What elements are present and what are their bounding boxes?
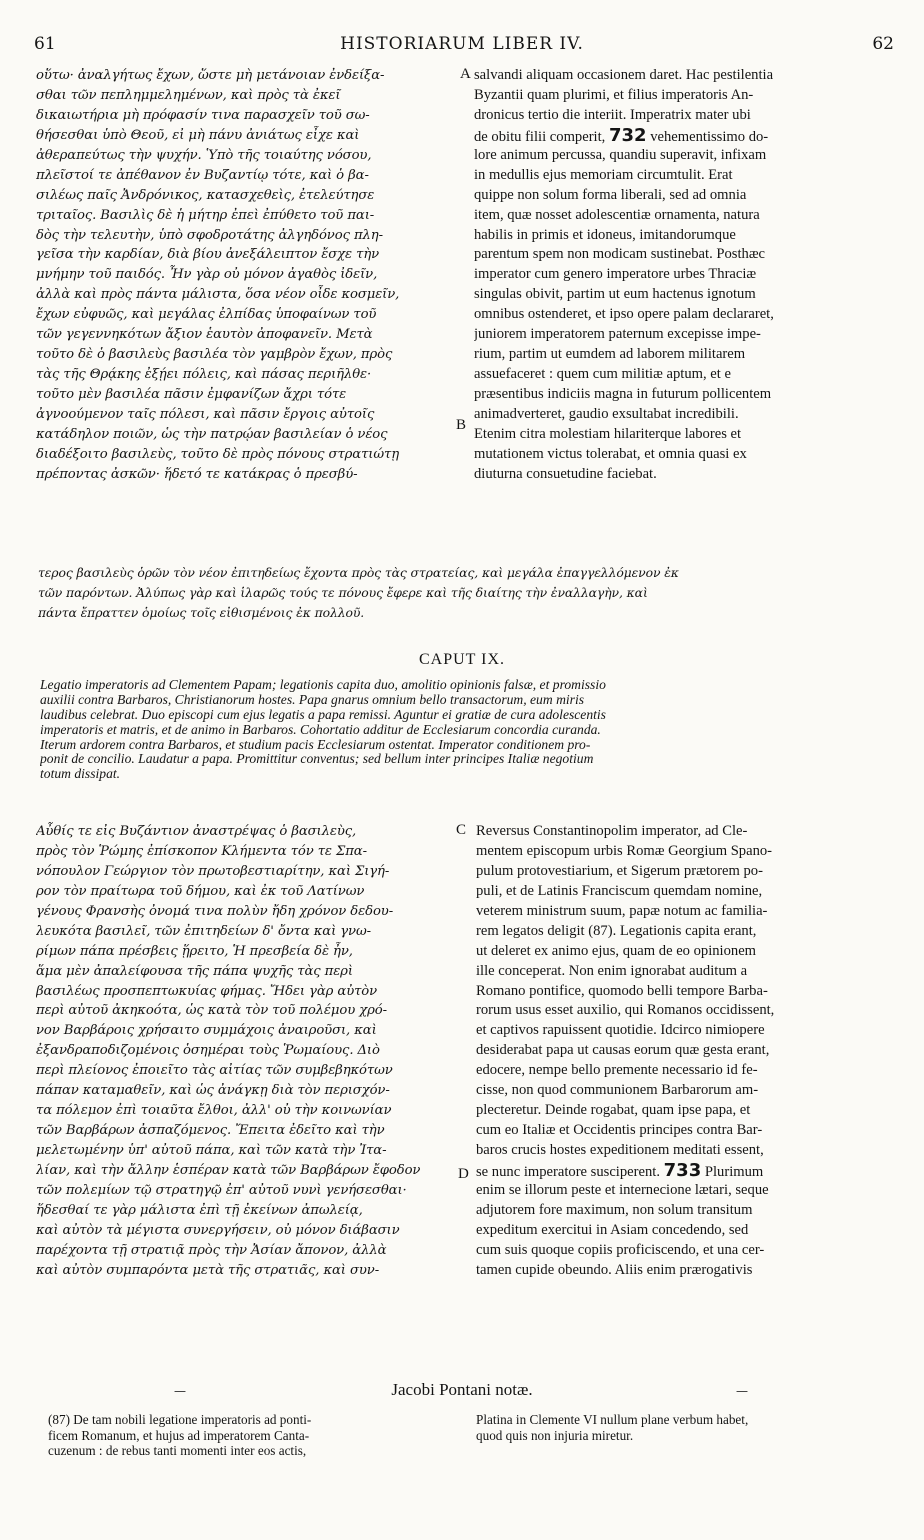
greek-line: παρέχοντα τῇ στρατιᾷ πρὸς τὴν Ἀσίαν ἄπονον, ἀλλὰ [36, 1242, 387, 1258]
latin-line: plecteretur. Deinde rogabat, quam ipse papa, et [476, 1102, 751, 1119]
greek-line: καὶ αὐτὸν συμπαρόντα μετὰ τῆς στρατιᾶς, καὶ συν- [36, 1262, 380, 1278]
latin-column-1 [474, 66, 892, 485]
greek-line: γεῖσα τὴν καρδίαν, διὰ βίου ἀνεξάλειπτον ἔσχε τὴν [36, 247, 380, 263]
latin-line [474, 126, 892, 146]
latin-line: dronicus tertio die interiit. Imperatrix mater ubi [474, 106, 751, 123]
latin-line: mutationem victus tolerabat, et omnia quasi ex [474, 445, 747, 462]
greek-line: ἀθεραπεύτως τὴν ψυχήν. Ὑπὸ τῆς τοιαύτης νόσου, [36, 147, 372, 163]
edition-page-number: 732 [608, 125, 647, 146]
greek-line: τῶν πολεμίων τῷ στρατηγῷ ἐπ' αὐτοῦ νυνὶ γενήσεσθαι· [36, 1182, 407, 1198]
marginal-marker-b: B [456, 417, 467, 433]
separator-dash-icon: — [174, 1384, 186, 1398]
greek-line: σιλέως παῖς Ἀνδρόνικος, κατασχεθεὶς, ἐτελεύτησε [36, 187, 375, 203]
latin-line: habilis in primis et idoneus, imitandorumque [474, 226, 736, 243]
notes-title: Jacobi Pontani notæ. [391, 1380, 533, 1399]
latin-line: Romano pontifice, quomodo belli tempore Barba- [476, 982, 768, 999]
greek-line: πρὸς τὸν Ῥώμης ἐπίσκοπον Κλήμεντα τόν τε Σπα- [36, 843, 367, 859]
latin-line: tamen cupide obeundo. Aliis enim prærogativis [476, 1261, 753, 1278]
latin-text: vehementissimo do- [650, 128, 769, 145]
latin-line: ut deleret ex animo ejus, quam de eo opinionem [476, 942, 757, 959]
latin-line: enim se illorum peste et internecione lætari, seque [476, 1181, 769, 1198]
note-line: ficem Romanum, et hujus ad imperatorem Canta- [48, 1427, 310, 1443]
greek-column-2 [36, 822, 456, 1281]
marginal-marker-d: D [458, 1166, 469, 1182]
latin-line: rorum usus esset auxilio, qui Romanos occidissent, [476, 1002, 775, 1019]
latin-line: adjutorem fore maximum, non solum transitum [476, 1201, 753, 1218]
latin-line [476, 1161, 892, 1181]
greek-line: κατάδηλον ποιῶν, ὡς τὴν πατρῴαν βασιλείαν ὁ νέος [36, 426, 388, 442]
latin-line: mentem episcopum urbis Romæ Georgium Spano- [476, 842, 773, 859]
latin-line: pulum protovestiarium, et Sigerum prætorem po- [476, 862, 763, 879]
latin-line: assuefaceret : quem cum militiæ aptum, et e [474, 366, 731, 383]
greek-line: τῶν Βαρβάρων ἀσπαζόμενος. Ἔπειτα ἐδεῖτο καὶ τὴν [36, 1123, 385, 1139]
latin-line: lore animum percussa, quandiu superavit, infixam [474, 146, 767, 163]
latin-line: rem legatos deligit (87). Legationis capita erant, [476, 922, 757, 939]
greek-line: θήσεσθαι ὑπὸ Θεοῦ, εἰ μὴ πάνυ ἀνιάτως εἶχε καὶ [36, 127, 360, 143]
latin-text: se nunc imperatore susciperent. [476, 1163, 660, 1180]
greek-line: δὸς τὴν τελευτὴν, ὑπὸ σφοδροτάτης ἀλγηδόνος πλη- [36, 227, 383, 243]
latin-line: cisse, non quod communionem Barbarorum am- [476, 1082, 759, 1099]
edition-page-number: 733 [663, 1160, 702, 1181]
greek-line: μελετωμένην ὑπ' αὐτοῦ πάπα, καὶ τῶν κατὰ τὴν Ἰτα- [36, 1143, 387, 1158]
greek-line: περὶ αὐτοῦ ἀκηκοότα, ὡς κατὰ τὸν τοῦ πολέμου χρό- [36, 1003, 387, 1019]
greek-line: δικαιωτήρια μὴ πρόφασίν τινα παρασχεῖν τοῦ σω- [36, 107, 370, 123]
greek-line: τῶν γεγεννηκότων ἄξιον ἑαυτὸν ἀποφανεῖν. Μετὰ [36, 327, 373, 343]
greek-line: ἅμα μὲν ἀπαλείφουσα τῆς πάπα ψυχῆς τὰς περὶ [36, 963, 353, 979]
greek-line: ρον τὸν πραίτωρα τοῦ δήμου, καὶ ἐκ τοῦ Λατίνων [36, 883, 365, 899]
latin-line: veterem ministrum suum, papæ notum ac familia- [476, 902, 768, 919]
greek-line: διαδέξοιτο βασιλεὺς, τοῦτο δὲ πρὸς πόνους στρατιώτῃ [36, 446, 400, 462]
latin-line: singulas obivit, partim ut eum hactenus ignotum [474, 286, 756, 303]
latin-line: salvandi aliquam occasionem daret. Hac pestilentia [474, 67, 774, 83]
greek-line: οὕτω· ἀναλγήτως ἔχων, ὥστε μὴ μετάνοιαν ἐνδείξα- [36, 68, 385, 83]
note-line: (87) De tam nobili legatione imperatoris ad ponti- [48, 1412, 312, 1427]
marginal-marker-c: C [456, 822, 467, 838]
latin-line: cum suis quoque copiis proficiscendo, et una cer- [476, 1241, 765, 1258]
greek-line: ἐξανδραποδιζομένοις ὁσημέραι τοὺς Ῥωμαίους. Διὸ [36, 1043, 380, 1059]
greek-line: λευκότα βασιλεῖ, τῶν ἐπιτηδείων δ' ὄντα καὶ γνω- [36, 923, 371, 939]
left-page-number: 61 [34, 34, 56, 54]
greek-line: λίαν, καὶ τὴν ἄλλην ἑσπέραν κατὰ τῶν Βαρβάρων ἔφοδον [36, 1162, 421, 1178]
latin-line: cum eo Italiæ et Occidentis principes contra Bar- [476, 1122, 763, 1139]
greek-line: τα πόλεμον ἐπὶ τοιαῦτα ἔλθοι, ἀλλ' οὐ τὴν κοινωνίαν [36, 1103, 392, 1119]
greek-line: ἀγνοούμενον ταῖς πόλεσι, καὶ πᾶσιν ἔργοις αὐτοῖς [36, 406, 375, 422]
summary-line: imperatoris et matris, et de animo in Barbaros. Cohortatio additur de Ecclesiarum concordia curanda. [40, 722, 601, 737]
greek-line: πρέποντας ἀσκῶν· ἥδετό τε κατάκρας ὁ πρεσβύ- [36, 466, 358, 482]
latin-line: diuturna consuetudine faciebat. [474, 465, 657, 482]
greek-line: νον Βαρβάροις χρήσαιτο συμμάχοις ἀναιροῦσι, καὶ [36, 1023, 377, 1039]
latin-line: quippe non solum forma liberali, sed ad omnia [474, 186, 747, 203]
summary-line: Legatio imperatoris ad Clementem Papam; legationis capita duo, amolitio opinionis falsæ, et promissio [40, 678, 606, 692]
right-page-number: 62 [872, 34, 894, 54]
greek-line: ἥδεσθαί τε γὰρ μάλιστα ἐπὶ τῇ ἐκείνων ἀπωλείᾳ, [36, 1202, 363, 1218]
greek-line: τοῦτο μὲν βασιλέα πᾶσιν ἐμφανίζων ἄχρι τότε [36, 387, 347, 402]
greek-line: μνήμην τοῦ παιδός. Ἦν γὰρ οὐ μόνον ἀγαθὸς ἰδεῖν, [36, 267, 378, 283]
chapter-summary [40, 678, 892, 782]
greek-full-width [38, 563, 893, 623]
latin-line: expeditum exercitui in Asiam concedendo, sed [476, 1221, 749, 1238]
greek-line: τῶν παρόντων. Ἀλύπως γὰρ καὶ ἱλαρῶς τούς τε πόνους ἔφερε καὶ τῆς διαίτης τὴν ἐναλλαγὴν, καὶ [38, 584, 648, 600]
latin-line: desiderabat papa ut causas eorum quæ gesta erant, [476, 1042, 770, 1059]
greek-line: βασιλέως προσπεπτωκυίας φήμας. Ἤδει γὰρ αὐτὸν [36, 983, 378, 999]
greek-line: καὶ αὐτὸν τὰ μέγιστα συνεργήσειν, οὐ μόνον διάβασιν [36, 1222, 400, 1238]
greek-line: νόπουλον Γεώργιον τὸν πρωτοβεστιαρίτην, καὶ Σιγή- [36, 863, 390, 879]
summary-line: laudibus celebrat. Duo episcopi cum ejus legatis a papa remissi. Aguntur ei gratiæ de cura adolescentis [40, 707, 606, 722]
greek-line: τὰς τῆς Θρᾴκης ἐξῄει πόλεις, καὶ πάσας περιῆλθε· [36, 367, 372, 383]
separator-dash-icon: — [736, 1384, 748, 1398]
latin-line: Etenim citra molestiam hilariterque labores et [474, 425, 742, 442]
greek-line: πάπαν καταμαθεῖν, καὶ ὡς ἀνάγκῃ διὰ τὸν περισχόν- [36, 1083, 390, 1099]
latin-line: baros crucis hostes expeditionem meditati essent, [476, 1142, 764, 1158]
running-head [0, 34, 924, 56]
latin-line: in medullis ejus memoriam circumtulit. Erat [474, 166, 733, 183]
latin-line: juniorem imperatorem paternum excepisse impe- [474, 326, 761, 343]
greek-line: πλεῖστοί τε ἀπέθανον ἐν Βυζαντίῳ τότε, καὶ ὁ βα- [36, 167, 369, 183]
note-line: quod quis non injuria miretur. [476, 1427, 634, 1443]
latin-text: Plurimum [704, 1163, 764, 1180]
greek-line: τριταῖος. Βασιλὶς δὲ ἡ μήτηρ ἐπεὶ ἐπύθετο τοῦ παι- [36, 207, 375, 223]
latin-line: præsentibus indiciis magna in futurum pollicentem [474, 386, 772, 402]
latin-line: edocere, nempe bello premente necessario id fe- [476, 1062, 758, 1079]
greek-line: σθαι τῶν πεπλημμελημένων, καὶ πρὸς τὰ ἐκεῖ [36, 87, 341, 103]
greek-line: τοῦτο δὲ ὁ βασιλεὺς βασιλέα τὸν γαμβρὸν ἔχων, πρὸς [36, 347, 393, 363]
greek-column-1 [36, 66, 458, 485]
latin-line: animadverteret, gaudio exsultabat incredibili. [474, 405, 739, 422]
latin-line: ille conceperat. Non enim ignorabat auditum a [476, 962, 748, 979]
latin-line: rium, partim ut eumdem ad laborem militarem [474, 346, 746, 363]
greek-line: τερος βασιλεὺς ὁρῶν τὸν νέον ἐπιτηδείως ἔχοντα πρὸς τὰς στρατείας, καὶ μεγάλα ἐπαγγελλόμενον ἐκ [38, 565, 679, 580]
marginal-marker-a: A [460, 66, 471, 82]
running-title: HISTORIARUM LIBER IV. [340, 34, 584, 54]
greek-line: γένους Φρανσὴς ὀνομά τινα πολὺν ἤδη χρόνον δεδου- [36, 903, 394, 919]
summary-line: totum dissipat. [40, 767, 121, 782]
chapter-title: CAPUT IX. [418, 651, 506, 668]
latin-text: de obitu filii comperit, [474, 128, 606, 145]
notes-right-column [476, 1412, 892, 1443]
notes-left-column [48, 1412, 460, 1459]
latin-column-2 [476, 822, 892, 1281]
latin-line: Reversus Constantinopolim imperator, ad Cle- [476, 823, 748, 839]
greek-line: ἀλλὰ καὶ πρὸς πάντα μάλιστα, ὅσα νέον οἶδε κοσμεῖν, [36, 287, 400, 303]
note-line: Platina in Clemente VI nullum plane verbum habet, [476, 1412, 749, 1427]
latin-line: et captivos rapuissent quotidie. Idcirco nimiopere [476, 1022, 765, 1039]
greek-line: ἔχων εὐφυῶς, καὶ μεγάλας ἐλπίδας ὑποφαίνων τοῦ [36, 307, 377, 323]
latin-line: Byzantii quam plurimi, et filius imperatoris An- [474, 86, 754, 103]
latin-line: imperator cum genero imperatore urbes Thraciæ [474, 266, 757, 283]
greek-line: περὶ πλείονος ἐποιεῖτο τὰς αἰτίας τῶν συμβεβηκότων [36, 1063, 393, 1079]
summary-line: auxilii contra Barbaros, Christianorum hostes. Papa gnarus omnium bello transactorum, eum miris [40, 692, 585, 707]
note-line: cuzenum : de rebus tanti momenti inter eos actis, [48, 1443, 307, 1459]
greek-line: Αὖθίς τε εἰς Βυζάντιον ἀναστρέψας ὁ βασιλεὺς, [36, 824, 357, 839]
greek-line: πάντα ἔπραττεν ὁμοίως τοῖς εἰθισμένοις ἐκ πολλοῦ. [38, 604, 365, 620]
summary-line: ponit de concilio. Laudatur a papa. Promittitur conventus; sed bellum inter principes Italiæ negotium [40, 752, 594, 767]
latin-line: omnibus ostenderet, et ipso opere palam declararet, [474, 306, 774, 323]
greek-line: ρίμων πάπα πρέσβεις ᾕρειτο, Ἡ πρεσβεία δὲ ἦν, [36, 943, 353, 959]
latin-line: puli, et de Latinis Franciscum quemdam nomine, [476, 882, 763, 899]
latin-line: item, quæ nosset adolescentiæ ornamenta, natura [474, 206, 760, 223]
summary-line: Iterum ardorem contra Barbaros, et studium pacis Ecclesiarum ostentat. Imperator conditionem pro- [40, 737, 591, 752]
latin-line: parentum spem non modicam sustinebat. Posthæc [474, 246, 766, 263]
